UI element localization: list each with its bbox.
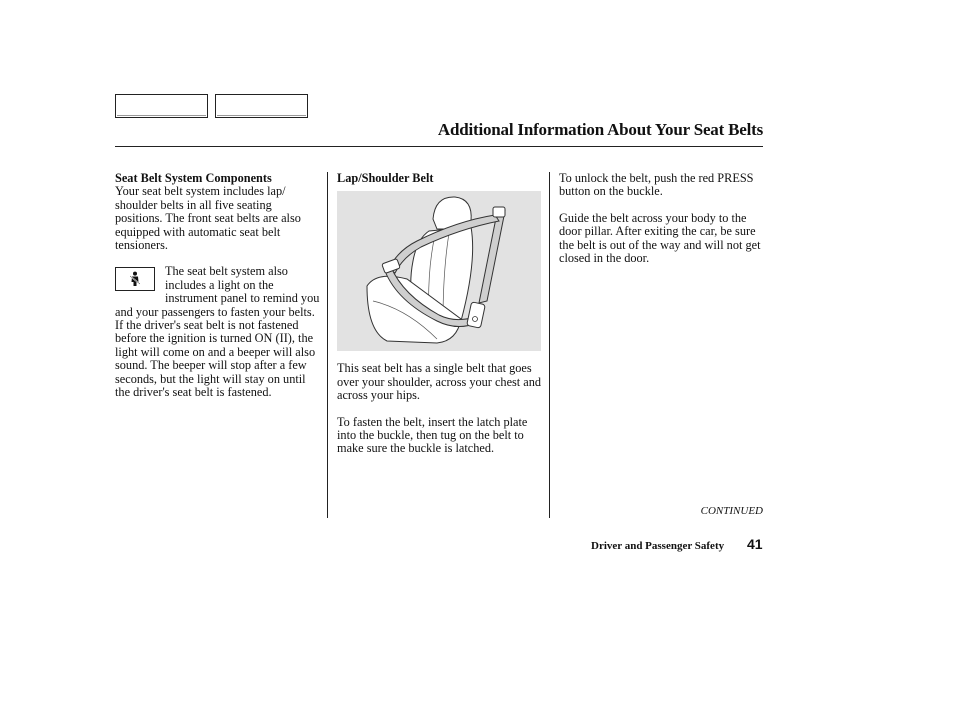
title-divider [115,146,763,147]
reminder-light-paragraph: The seat belt system also includes a light on the instrument panel to remind you and your passengers to fasten your belts. If the driver's seat belt is not fastened before the ignition is turned ON (II), the light will come on and a beeper will also sound. The beeper will stop after a few seconds, but the light will stay on until the driver's seat belt is fastened. [115,264,320,400]
column-unlock-instructions [559,172,763,265]
continued-label: CONTINUED [700,505,763,517]
column-divider-1 [327,172,328,518]
lap-shoulder-paragraph-2: To fasten the belt, insert the latch plate into the buckle, then tug on the belt to make sure the buckle is latched. [337,414,528,456]
components-paragraph: Your seat belt system includes lap/ shoulder belts in all five seating positions. The front seat belts are also equipped with automatic seat belt tensioners. [115,184,301,253]
footer-section-name: Driver and Passenger Safety [591,540,725,552]
column-seat-belt-components [115,172,320,400]
seat-belt-illustration [337,191,541,351]
column-divider-2 [549,172,550,518]
page-number: 41 [747,536,763,552]
section-heading-components: Seat Belt System Components [115,171,272,185]
guide-belt-paragraph: Guide the belt across your body to the door pillar. After exiting the car, be sure the belt is out of the way and will not get closed in the door. [559,210,761,266]
column-lap-shoulder-belt [337,172,542,456]
unlock-paragraph: To unlock the belt, push the red PRESS button on the buckle. [559,171,754,199]
section-tab-2[interactable] [215,94,308,118]
page-title: Additional Information About Your Seat Belts [437,120,763,139]
section-tab-1[interactable] [115,94,208,118]
section-heading-lap-shoulder: Lap/Shoulder Belt [337,171,434,185]
lap-shoulder-paragraph-1: This seat belt has a single belt that goes over your shoulder, across your chest and across your hips. [337,361,542,403]
seat-belt-reminder-icon [115,267,155,291]
